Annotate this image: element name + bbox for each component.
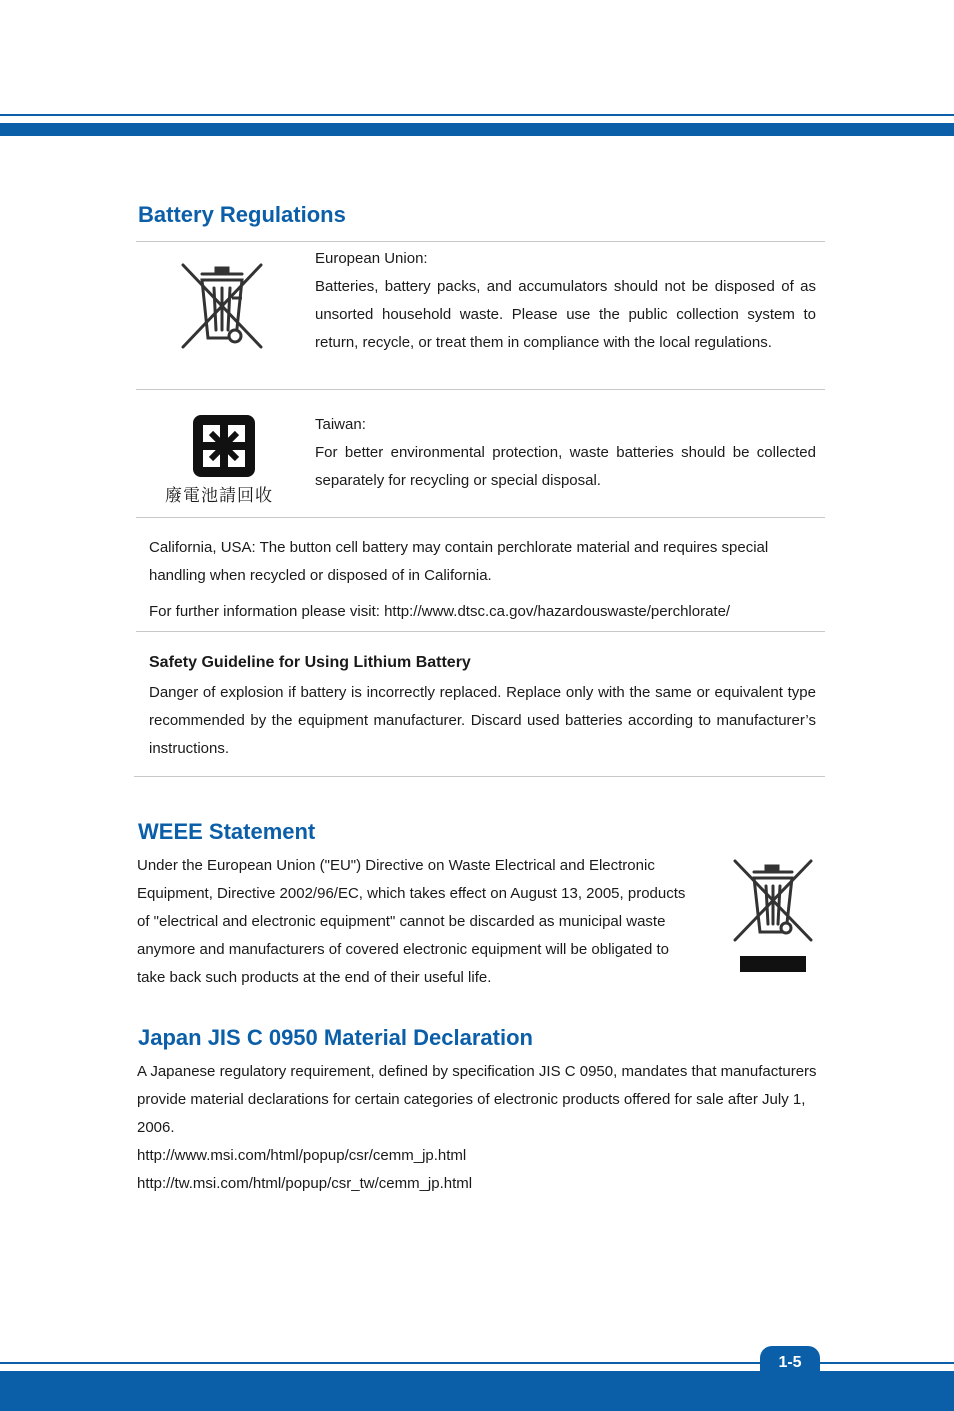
divider	[136, 241, 825, 242]
divider	[134, 776, 825, 777]
eu-text: Batteries, battery packs, and accumulators should not be disposed of as unsorted household waste. Please use the public collection system to return, recycle, or treat them in compliance with the local regulations.	[315, 278, 816, 351]
eu-label: European Union:	[315, 250, 428, 267]
page-number: 1-5	[778, 1354, 802, 1371]
header-line	[0, 114, 954, 116]
weee-bin-icon	[732, 858, 814, 974]
california-info: For further information please visit: http://www.dtsc.ca.gov/hazardouswaste/perchlorate/	[149, 603, 731, 620]
divider	[136, 517, 825, 518]
crossed-bin-icon	[180, 262, 264, 350]
divider	[136, 389, 825, 390]
japan-title: Japan JIS C 0950 Material Declaration	[138, 1025, 533, 1050]
divider	[136, 631, 825, 632]
safety-title: Safety Guideline for Using Lithium Battery	[149, 654, 471, 671]
taiwan-recycle-icon	[193, 415, 255, 477]
weee-text: Under the European Union ("EU") Directive on Waste Electrical and Electronic Equipment, Directive 2002/96/EC, which takes effect on August 13, 2005, products of "electrical and electronic equipment" cannot be discarded as municipal waste anymore and manufacturers of covered electronic equipment will be obligated to take back such products at the end of their useful life.	[137, 857, 686, 986]
safety-text: Danger of explosion if battery is incorrectly replaced. Replace only with the same or equivalent type recommended by the equipment manufacturer. Discard used batteries according to manufacturer’s instructions.	[149, 684, 816, 757]
japan-link-2[interactable]: http://tw.msi.com/html/popup/csr_tw/cemm_jp.html	[137, 1175, 473, 1192]
california-text: California, USA: The button cell battery may contain perchlorate material and requires special handling when recycled or disposed of in California.	[149, 539, 769, 584]
tw-label: Taiwan:	[315, 416, 366, 433]
battery-title: Battery Regulations	[138, 202, 346, 227]
weee-title: WEEE Statement	[138, 819, 316, 844]
japan-text: A Japanese regulatory requirement, defined by specification JIS C 0950, mandates that manufacturers provide material declarations for certain categories of electronic products offered for sale after July 1, 2006.	[137, 1063, 817, 1136]
japan-link-1[interactable]: http://www.msi.com/html/popup/csr/cemm_jp.html	[137, 1147, 467, 1164]
header-band	[0, 123, 954, 136]
tw-text: For better environmental protection, waste batteries should be collected separately for recycling or special disposal.	[315, 444, 816, 489]
taiwan-recycle-caption: 廢電池請回收	[165, 486, 273, 506]
